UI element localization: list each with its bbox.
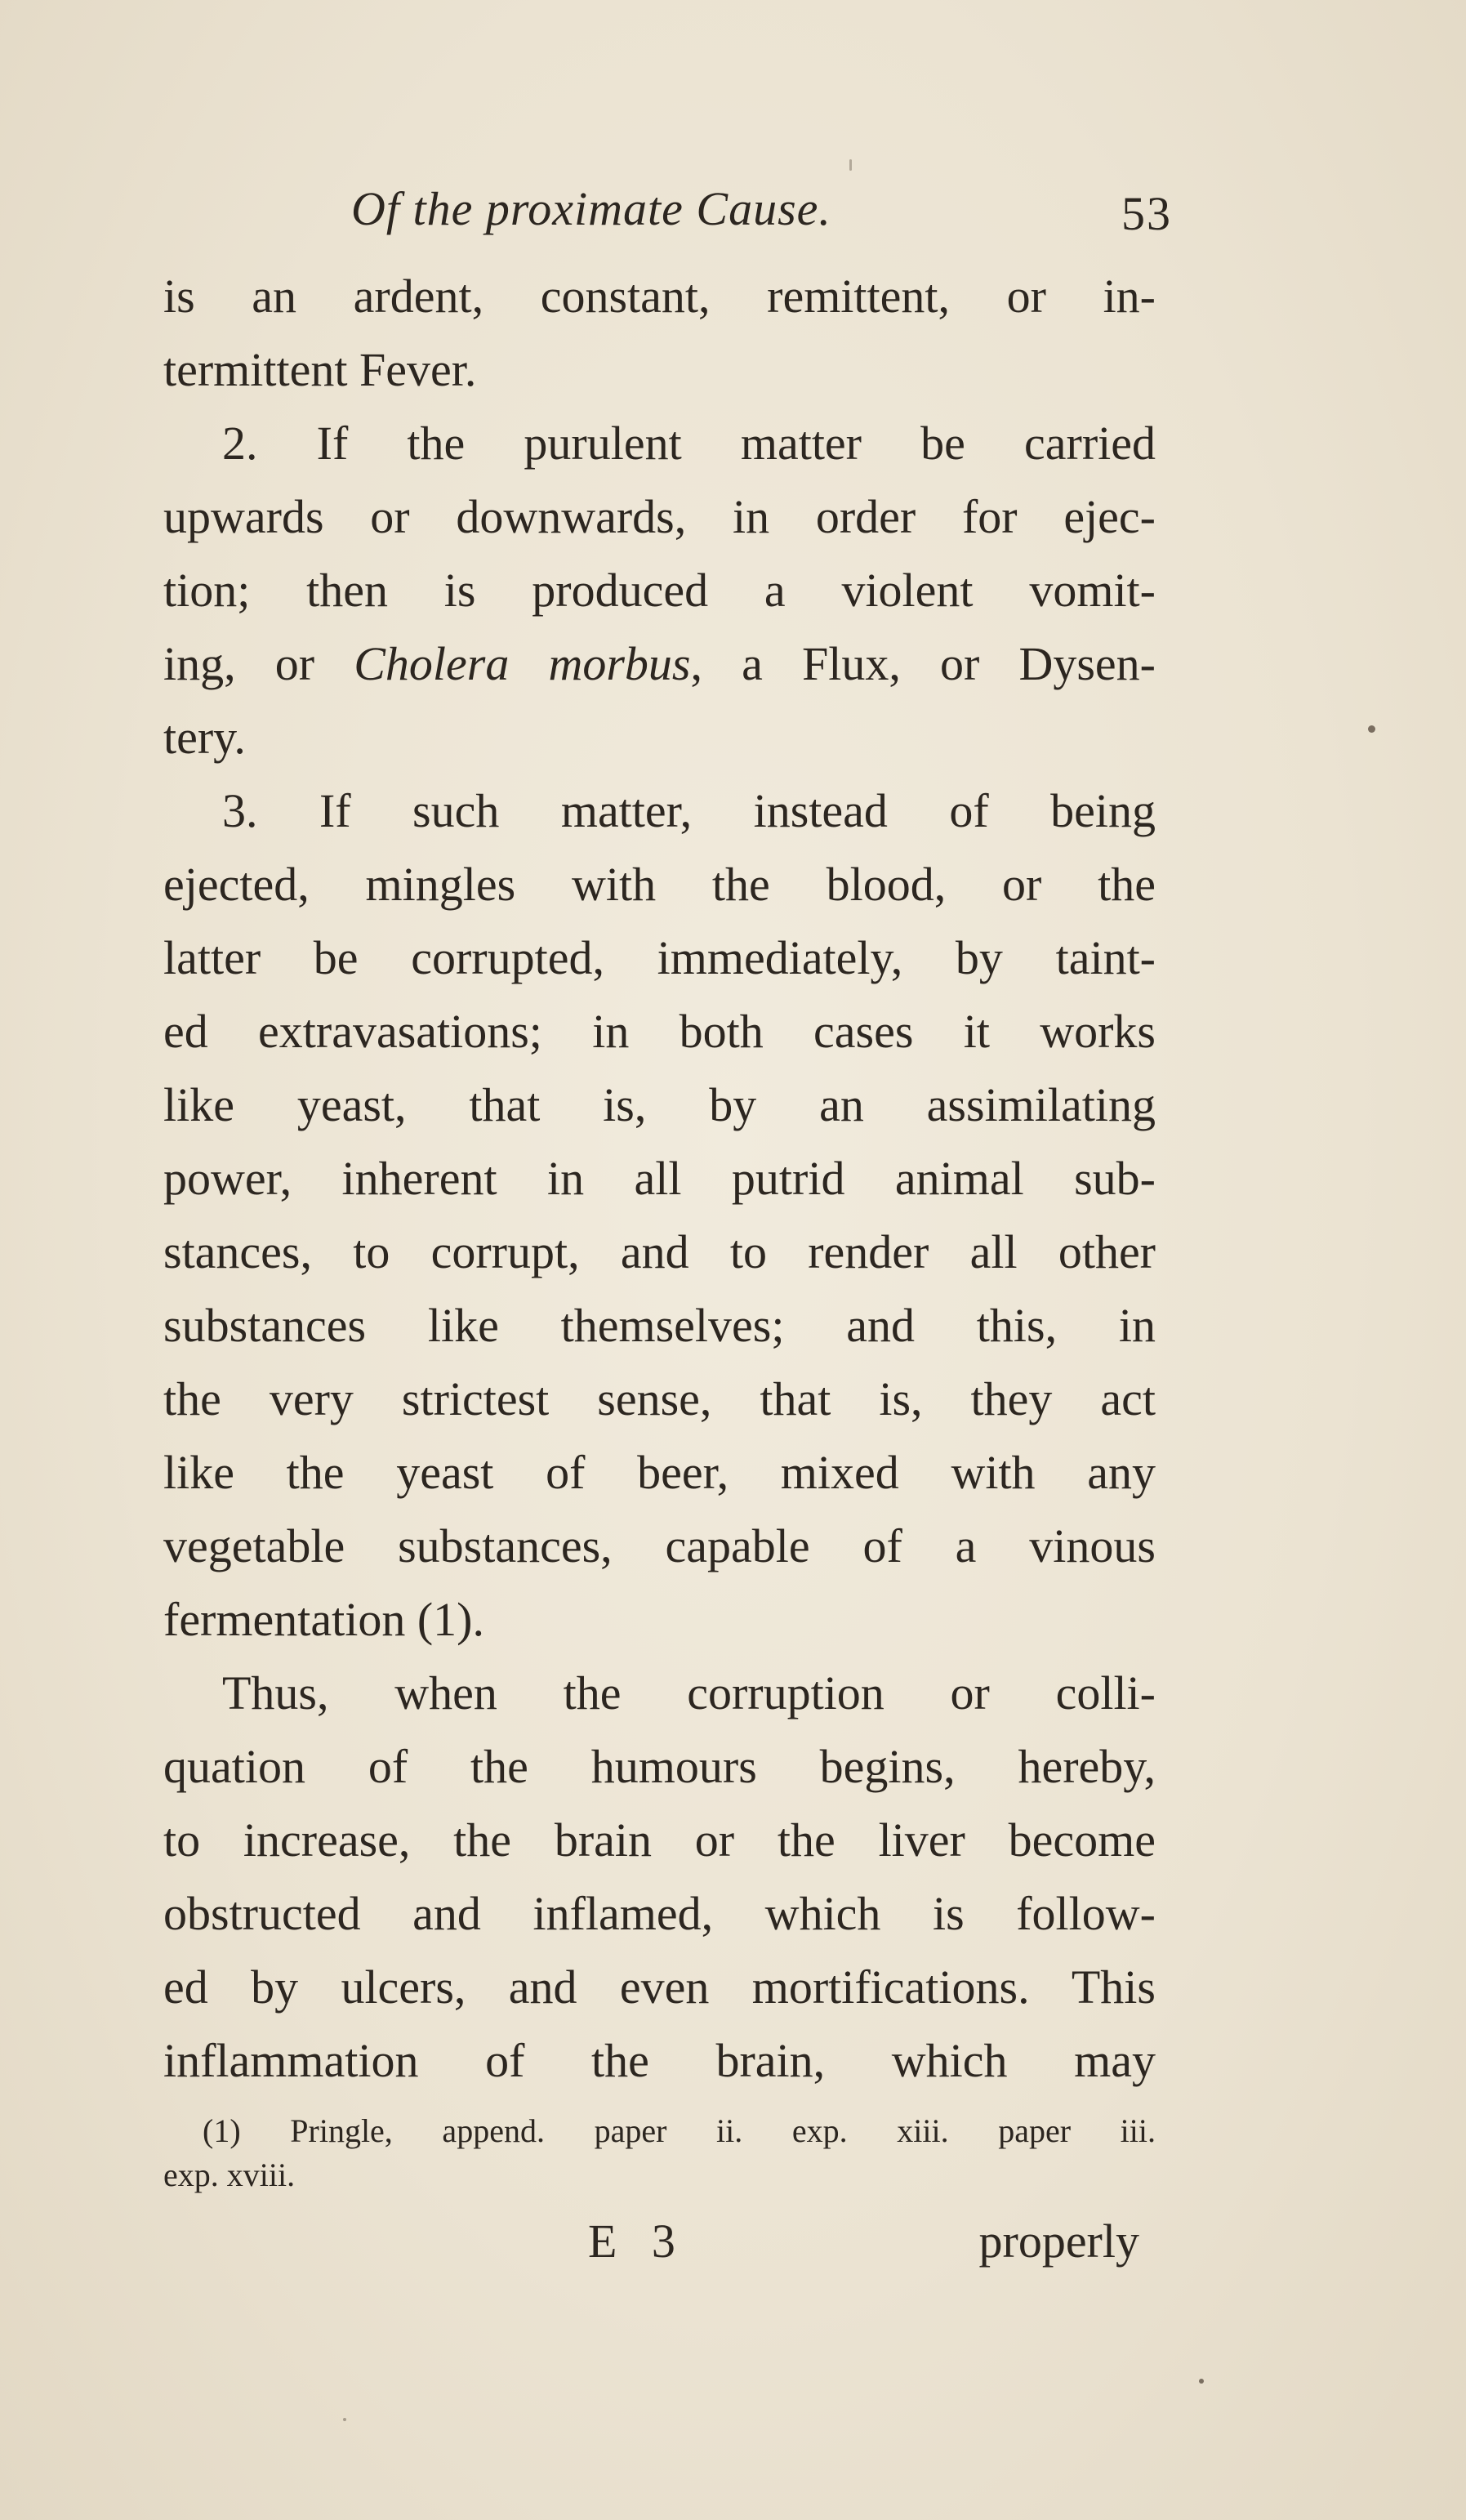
paper-speck [1368,725,1375,733]
page-number: 53 [1121,187,1172,240]
text-line: like yeast, that is, by an assimilating [163,1078,1156,1131]
text-line: vegetable substances, capable of a vinous [163,1519,1156,1572]
paragraph-start-line: 2. If the purulent matter be carried [222,417,1156,470]
text-fragment: ing, or [163,637,354,690]
paper-speck [1199,2379,1204,2384]
text-line: tery. [163,711,246,764]
text-fragment: , a Flux, or Dysen- [690,637,1156,690]
text-line: stances, to corrupt, and to render all other [163,1225,1156,1278]
text-line: inflammation of the brain, which may [163,2034,1156,2087]
body-text [163,260,1156,2098]
italic-term: Cholera morbus [354,637,691,690]
text-line: like the yeast of beer, mixed with any [163,1446,1156,1499]
paragraph-start-line: Thus, when the corruption or colli- [222,1666,1156,1719]
text-line: ed extravasations; in both cases it works [163,1005,1156,1058]
text-line: obstructed and inflamed, which is follow- [163,1887,1156,1940]
text-line: tion; then is produced a violent vomit- [163,564,1156,617]
text-line: power, inherent in all putrid animal sub- [163,1152,1156,1205]
paper-speck [343,2418,346,2421]
text-line: to increase, the brain or the liver become [163,1813,1156,1867]
text-line: quation of the humours begins, hereby, [163,1740,1156,1793]
text-line: upwards or downwards, in order for ejec- [163,490,1156,543]
text-line: substances like themselves; and this, in [163,1299,1156,1352]
page-header [351,181,1172,255]
text-line: fermentation (1). [163,1593,484,1646]
text-line-with-italic [163,627,1156,701]
text-line: ed by ulcers, and even mortifications. This [163,1960,1156,2014]
footnote [163,2109,1156,2197]
page-footer [163,2214,1156,2279]
running-title: Of the proximate Cause. [351,182,831,235]
text-line: termittent Fever. [163,343,477,396]
text-line: latter be corrupted, immediately, by taint- [163,931,1156,984]
text-line: is an ardent, constant, remittent, or in- [163,270,1156,323]
footnote-line: exp. xviii. [163,2156,296,2193]
text-line: ejected, mingles with the blood, or the [163,858,1156,911]
catchword: properly [978,2214,1139,2268]
signature-mark: E 3 [588,2214,687,2268]
text-line: the very strictest sense, that is, they act [163,1372,1156,1425]
paper-speck [849,159,852,171]
paragraph-start-line: 3. If such matter, instead of being [222,784,1156,837]
footnote-line: (1) Pringle, append. paper ii. exp. xiii. paper iii. [203,2112,1156,2149]
